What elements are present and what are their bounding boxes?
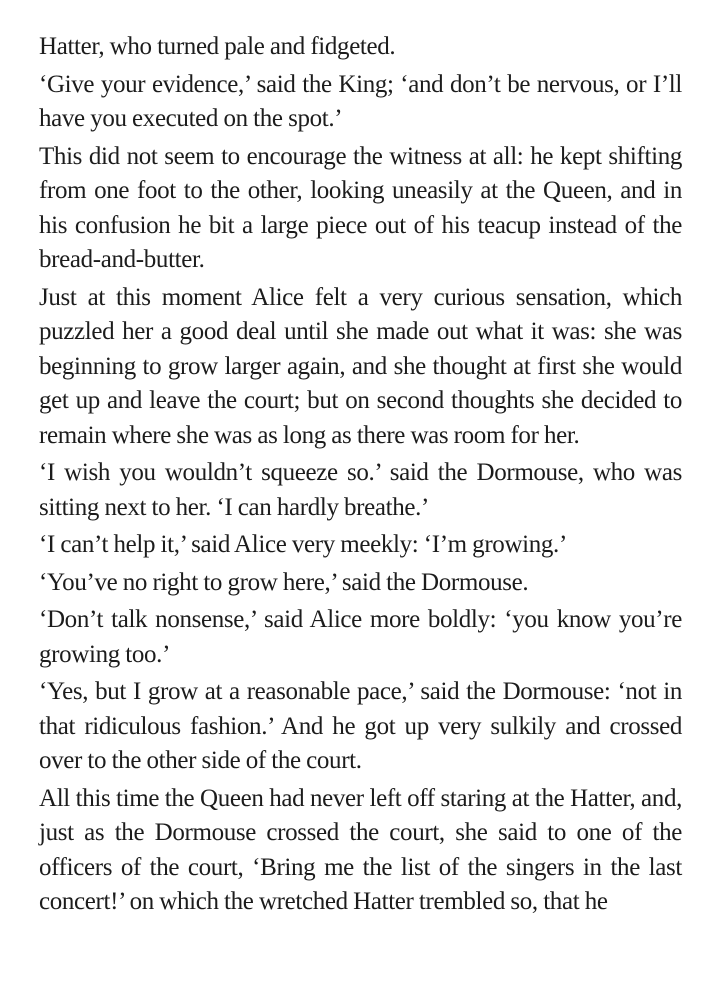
paragraph-6: ‘I can’t help it,’ said Alice very meekly: ‘I’m growing.’: [39, 531, 567, 558]
paragraph-5: ‘I wish you wouldn’t squeeze so.’ said the Dormouse, who was sitting next to her. ‘I can hardly breathe.’: [39, 459, 682, 521]
paragraph-8: ‘Don’t talk nonsense,’ said Alice more boldly: ‘you know you’re growing too.’: [39, 606, 682, 668]
paragraph-7: ‘You’ve no right to grow here,’ said the Dormouse.: [39, 568, 529, 596]
paragraph-2: ‘Give your evidence,’ said the King; ‘and don’t be nervous, or I’ll have you executed on the spot.’: [39, 70, 682, 132]
paragraph-4: Just at this moment Alice felt a very curious sensation, which puzzled her a good deal until she made out what it was: she was beginning to grow larger again, and she thought at first she would get up and leave the court; but on second thoughts she decided to remain where she was as long as there was room for her.: [39, 283, 682, 449]
paragraph-10: All this time the Queen had never left off staring at the Hatter, and, just as the Dormouse crossed the court, she said to one of the officers of the court, ‘Bring me the list of the singers in the last concert!’ on which the wretched Hatter trembled so, that he: [39, 784, 682, 915]
paragraph-3: This did not seem to encourage the witness at all: he kept shifting from one foot to the other, looking uneasily at the Queen, and in his confusion he bit a large piece out of his teacup instead of the bread-and-butter.: [39, 142, 682, 273]
paragraph-1: Hatter, who turned pale and fidgeted.: [39, 33, 396, 60]
page-body: [39, 30, 682, 923]
paragraph-9: ‘Yes, but I grow at a reasonable pace,’ said the Dormouse: ‘not in that ridiculous fashion.’ And he got up very sulkily and crossed over to the other side of the court.: [39, 678, 682, 774]
